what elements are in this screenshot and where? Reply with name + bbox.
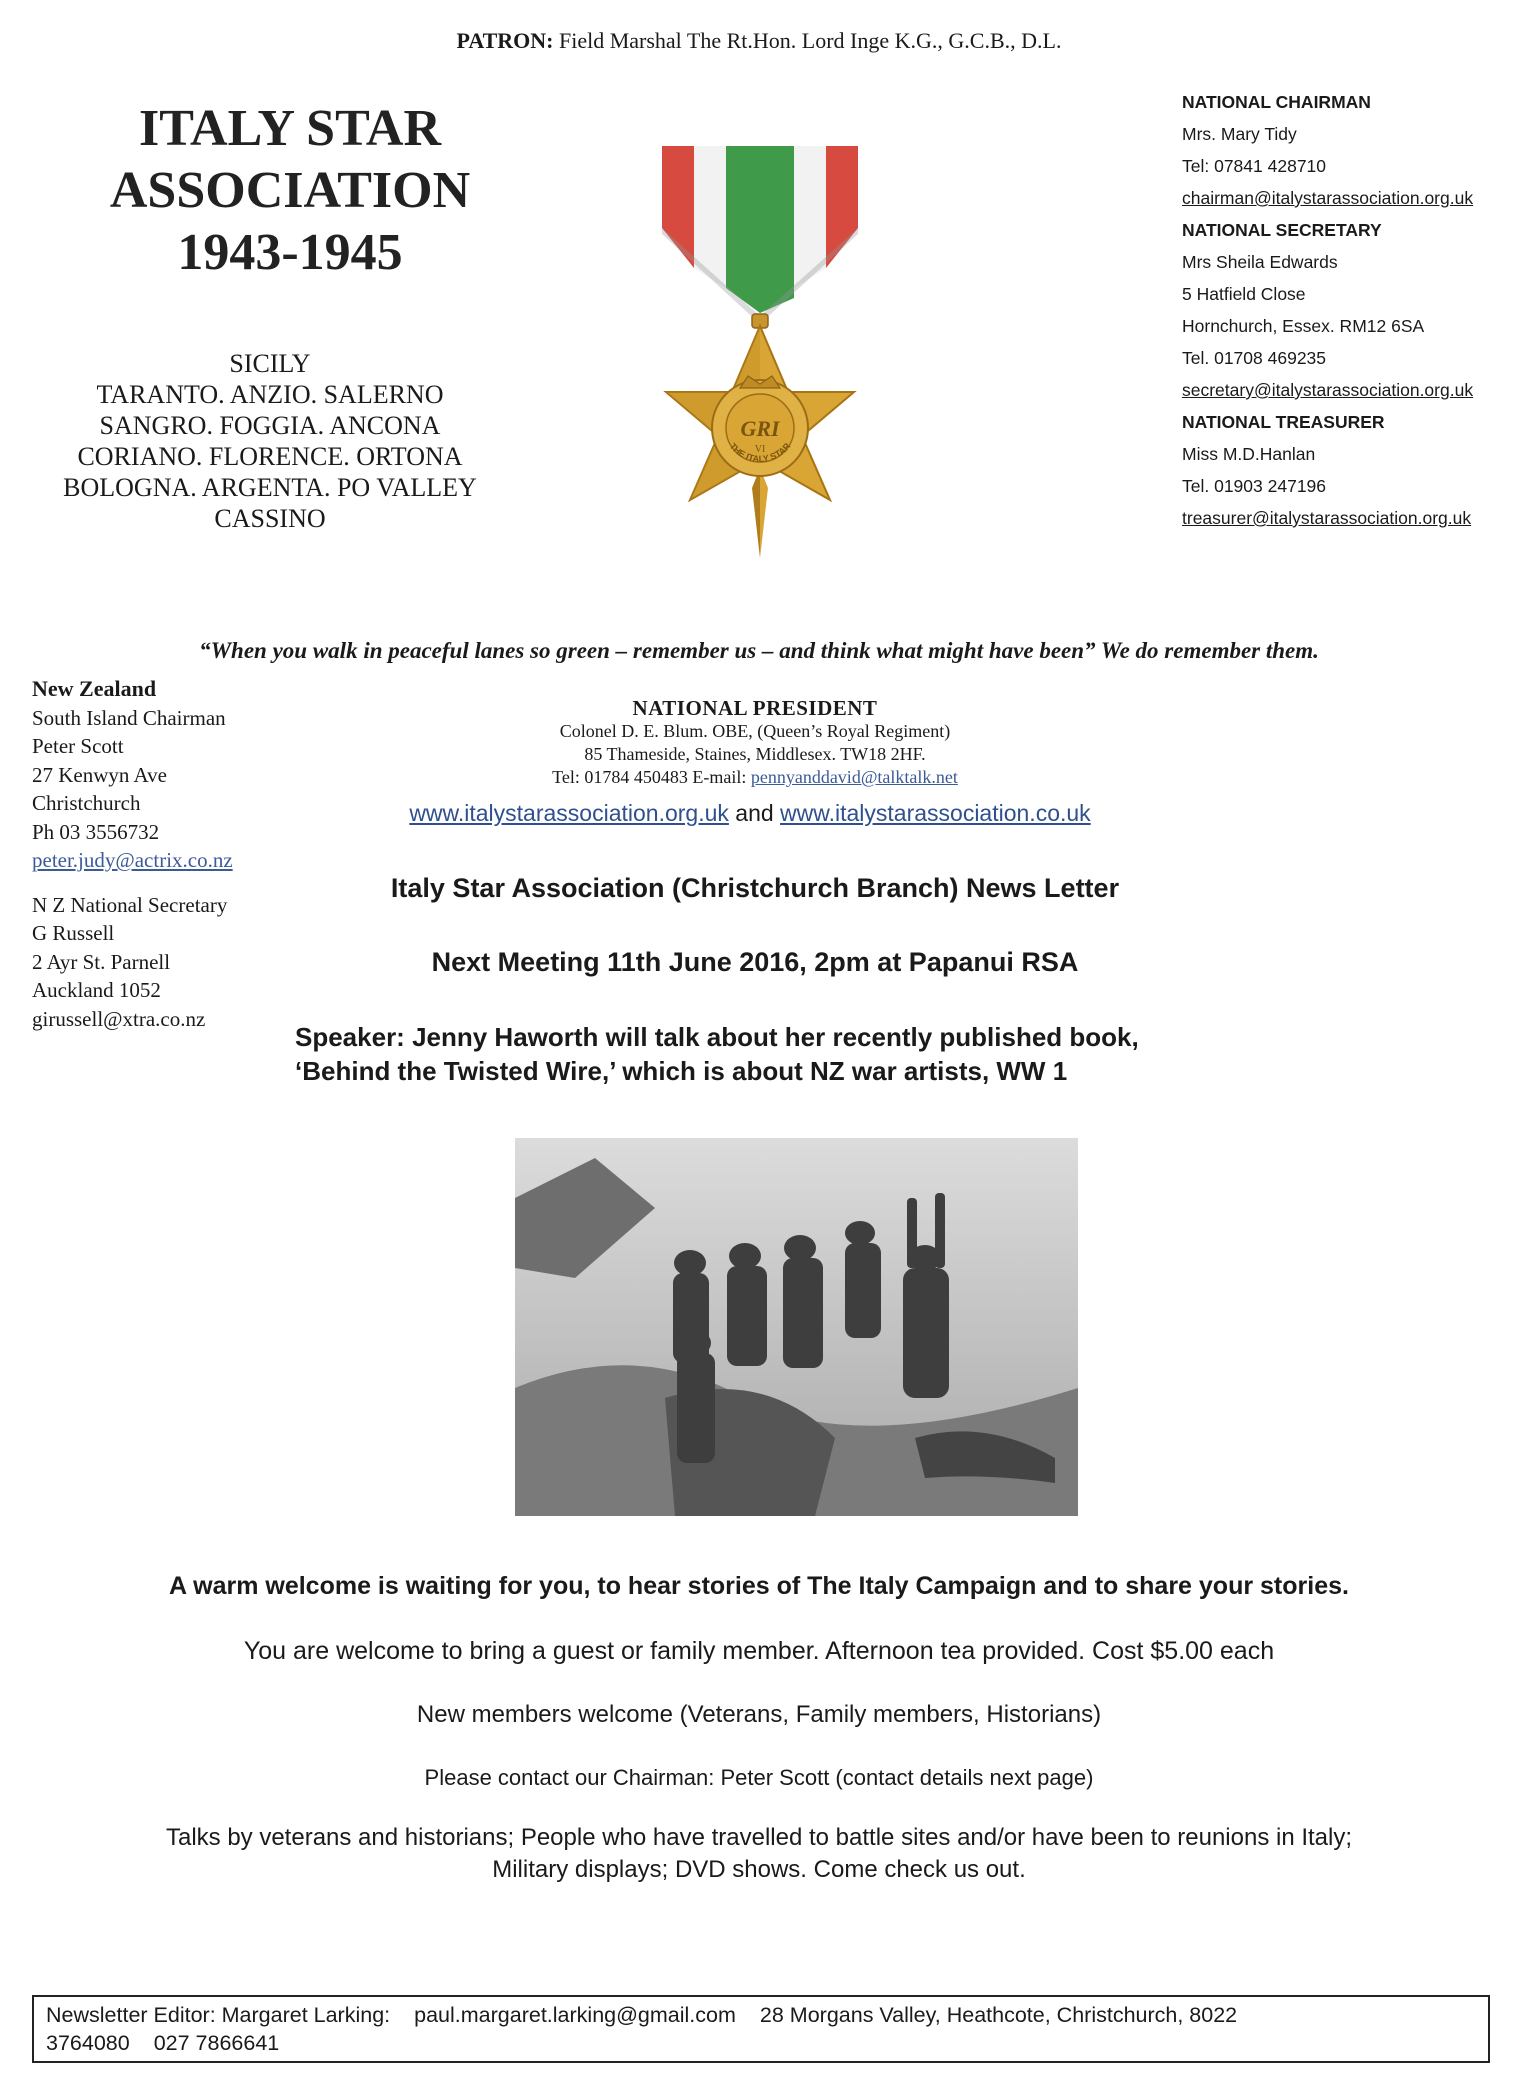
treasurer-email-link[interactable]: treasurer@italystarassociation.org.uk: [1182, 508, 1472, 528]
nz-secretary-address-1: 2 Ayr St. Parnell: [32, 949, 171, 974]
italy-star-medal-icon: [640, 138, 880, 568]
talks-line-1: Talks by veterans and historians; People who have travelled to battle sites and/or have been to reunions in Italy;: [165, 1824, 1353, 1851]
new-zealand-contacts: [32, 675, 312, 1033]
nz-secretary-name: G Russell: [32, 921, 115, 945]
nz-chair-phone: Ph 03 3556732: [32, 819, 160, 844]
title-line-2: ASSOCIATION: [109, 162, 471, 219]
nz-chair-address-2: Christchurch: [32, 791, 141, 815]
footer-editor: Newsletter Editor: Margaret Larking:: [46, 2003, 391, 2027]
nz-heading: New Zealand: [32, 676, 157, 701]
footer-address: 28 Morgans Valley, Heathcote, Christchurch, 8022: [759, 2003, 1238, 2027]
next-meeting: Next Meeting 11th June 2016, 2pm at Papanui RSA: [431, 947, 1079, 977]
chairman-email-link[interactable]: chairman@italystarassociation.org.uk: [1182, 188, 1474, 208]
title-line-1: ITALY STAR: [139, 100, 441, 157]
chairman-tel: Tel: 07841 428710: [1182, 156, 1327, 176]
nz-chair-email-link[interactable]: peter.judy@actrix.co.nz: [32, 848, 233, 872]
secretary-heading: NATIONAL SECRETARY: [1182, 220, 1382, 240]
chairman-heading: NATIONAL CHAIRMAN: [1182, 92, 1371, 112]
newsletter-editor-footer: [32, 1995, 1490, 2063]
footer-phone-1: 3764080: [46, 2031, 130, 2055]
newsletter-title: Italy Star Association (Christchurch Branch) News Letter: [390, 873, 1120, 903]
footer-email[interactable]: paul.margaret.larking@gmail.com: [414, 2003, 736, 2027]
title-line-3: 1943-1945: [177, 224, 403, 281]
speaker-line-2: ‘Behind the Twisted Wire,’ which is about NZ war artists, WW 1: [295, 1056, 1068, 1086]
battle-line: CASSINO: [214, 504, 326, 533]
footer-phone-2: 027 7866641: [153, 2031, 280, 2055]
president-address: 85 Thameside, Staines, Middlesex. TW18 2HF.: [584, 744, 926, 764]
website-link-org[interactable]: www.italystarassociation.org.uk: [409, 800, 729, 826]
nz-chair-title: South Island Chairman: [32, 705, 226, 730]
treasurer-heading: NATIONAL TREASURER: [1182, 412, 1385, 432]
president-name: Colonel D. E. Blum. OBE, (Queen’s Royal Regiment): [559, 721, 951, 741]
battle-honours: [20, 348, 520, 534]
battle-line: BOLOGNA. ARGENTA. PO VALLEY: [63, 473, 477, 502]
patron-label: PATRON:: [456, 28, 554, 53]
new-members-text: New members welcome (Veterans, Family members, Historians): [416, 1701, 1102, 1728]
president-email-link[interactable]: pennyanddavid@talktalk.net: [750, 767, 958, 787]
treasurer-tel: Tel. 01903 247196: [1182, 476, 1327, 496]
footer-line-1: [46, 2001, 1476, 2029]
footer-line-2: [46, 2029, 1476, 2057]
secretary-address-2: Hornchurch, Essex. RM12 6SA: [1182, 316, 1425, 336]
chairman-name: Mrs. Mary Tidy: [1182, 124, 1297, 144]
patron-line: [0, 28, 1518, 54]
secretary-address-1: 5 Hatfield Close: [1182, 284, 1306, 304]
national-officers: [1182, 86, 1512, 534]
nz-spacer: [32, 875, 312, 891]
battle-line: TARANTO. ANZIO. SALERNO: [96, 380, 444, 409]
talks-line-2: Military displays; DVD shows. Come check us out.: [492, 1856, 1026, 1883]
nz-chair-name: Peter Scott: [32, 734, 124, 758]
medal-numeral: VI: [754, 444, 766, 455]
guest-text: You are welcome to bring a guest or family member. Afternoon tea provided. Cost $5.00 each: [243, 1637, 1275, 1665]
nz-chair-address-1: 27 Kenwyn Ave: [32, 762, 167, 787]
nz-secretary-address-2: Auckland 1052: [32, 978, 161, 1002]
website-link-co[interactable]: www.italystarassociation.co.uk: [780, 800, 1091, 826]
medal-cipher: GRI: [740, 416, 780, 441]
remembrance-quote: “When you walk in peaceful lanes so green – remember us – and think what might have been” We do remember them.: [199, 638, 1319, 663]
medal-ribbon: [662, 146, 858, 324]
president-heading: NATIONAL PRESIDENT: [632, 696, 878, 720]
website-and: and: [728, 800, 781, 826]
battle-line: CORIANO. FLORENCE. ORTONA: [77, 442, 463, 471]
patron-text: Field Marshal The Rt.Hon. Lord Inge K.G., G.C.B., D.L.: [553, 28, 1062, 53]
association-title: [40, 98, 540, 284]
medal-star: [666, 326, 854, 558]
website-links: [300, 800, 1200, 827]
secretary-tel: Tel. 01708 469235: [1182, 348, 1327, 368]
nz-secretary-email: girussell@xtra.co.nz: [32, 1006, 206, 1031]
contact-chairman-text: Please contact our Chairman: Peter Scott (contact details next page): [424, 1765, 1094, 1790]
speaker-line-1: Speaker: Jenny Haworth will talk about her recently published book,: [295, 1022, 1139, 1052]
welcome-text: A warm welcome is waiting for you, to hear stories of The Italy Campaign and to share your stories.: [169, 1572, 1349, 1600]
medal-ring-textpath: THE ITALY STAR: [727, 441, 793, 464]
secretary-email-link[interactable]: secretary@italystarassociation.org.uk: [1182, 380, 1474, 400]
talks-text: [20, 1822, 1498, 1886]
war-photo: [515, 1138, 1078, 1516]
president-tel: Tel: 01784 450483 E-mail:: [552, 767, 751, 787]
secretary-name: Mrs Sheila Edwards: [1182, 252, 1338, 272]
battle-line: SICILY: [229, 349, 311, 378]
battle-line: SANGRO. FOGGIA. ANCONA: [99, 411, 441, 440]
nz-secretary-title: N Z National Secretary: [32, 892, 228, 917]
speaker-info: [295, 1020, 1295, 1088]
treasurer-name: Miss M.D.Hanlan: [1182, 444, 1316, 464]
president-contact: [360, 766, 1150, 789]
national-president: [360, 697, 1150, 789]
